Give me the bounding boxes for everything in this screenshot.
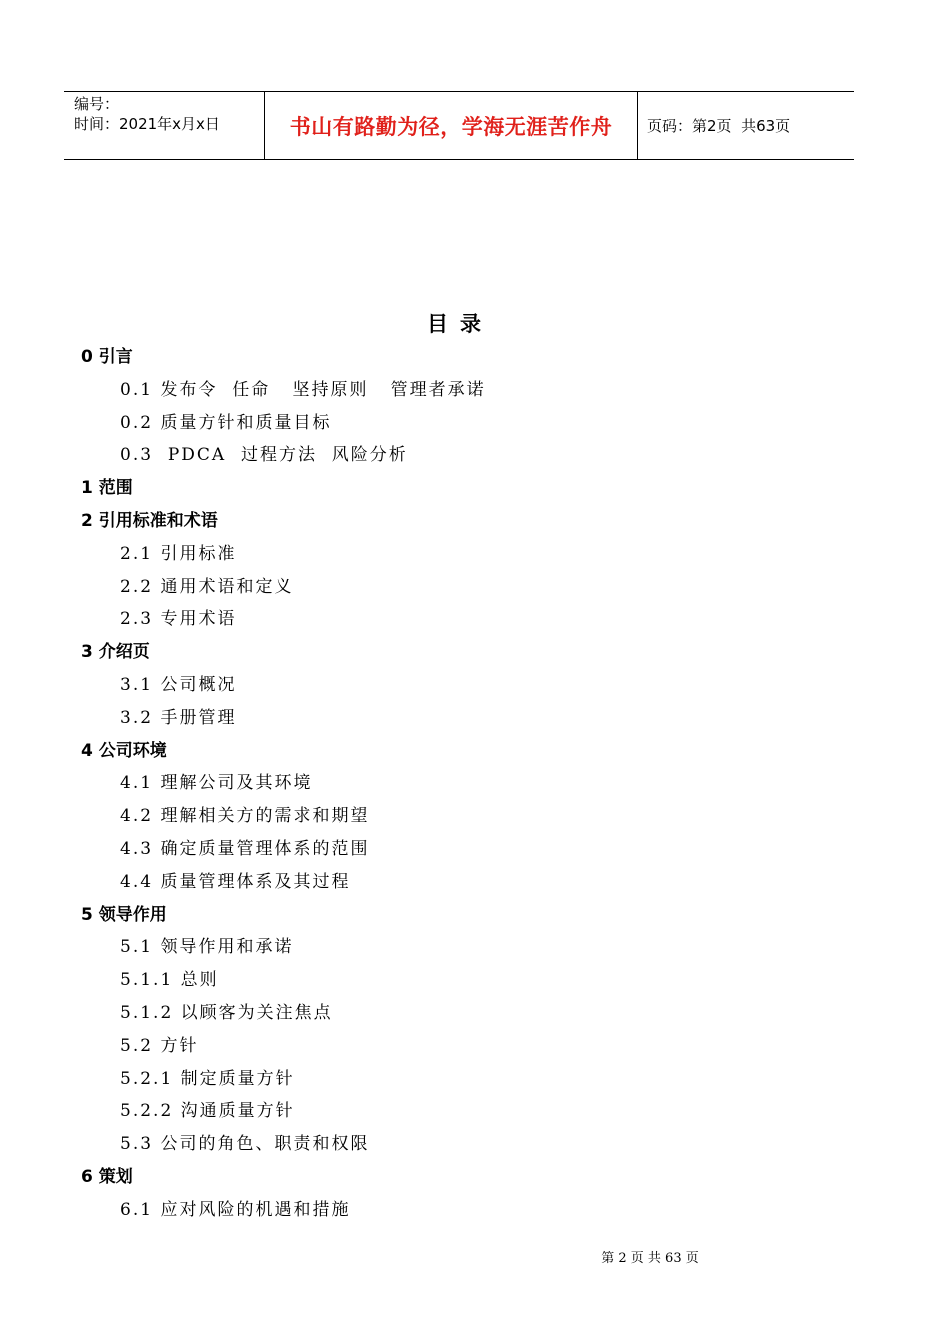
- toc-section-heading: 0 引言: [81, 347, 133, 367]
- toc-subsection-item: 0.1 发布令 任命 坚持原则 管理者承诺: [120, 379, 486, 400]
- toc-subsection-item: 0.3 PDCA 过程方法 风险分析: [120, 445, 408, 466]
- toc-subsection-item: 4.3 确定质量管理体系的范围: [120, 838, 370, 859]
- toc-subsection-item: 5.1.2 以顾客为关注焦点: [120, 1002, 333, 1023]
- toc-subsection-item: 5.1 领导作用和承诺: [120, 937, 294, 958]
- toc-section-heading: 2 引用标准和术语: [81, 510, 218, 531]
- toc-section-heading: 5 领导作用: [81, 904, 167, 925]
- toc-subsection-item: 5.2.1 制定质量方针: [120, 1068, 295, 1089]
- date-label: 时间：2021年x月x日: [74, 115, 220, 133]
- document-header: [64, 91, 854, 160]
- header-page-info: 页码：第2页 共63页: [647, 117, 791, 135]
- toc-subsection-item: 6.1 应对风险的机遇和措施: [120, 1199, 351, 1220]
- header-meta-cell: [64, 92, 265, 159]
- toc-subsection-item: 2.3 专用术语: [120, 609, 237, 630]
- toc-subsection-item: 5.3 公司的角色、职责和权限: [120, 1134, 370, 1155]
- toc-subsection-item: 2.2 通用术语和定义: [120, 576, 294, 597]
- header-motto-cell: [265, 92, 638, 159]
- toc-section-heading: 3 介绍页: [81, 642, 150, 663]
- motto-text: 书山有路勤为径，学海无涯苦作舟: [289, 114, 613, 139]
- toc-subsection-item: 5.2.2 沟通质量方针: [120, 1101, 295, 1122]
- toc-subsection-item: 4.1 理解公司及其环境: [120, 773, 313, 794]
- page-footer: 第 2 页 共 63 页: [601, 1251, 699, 1266]
- toc-subsection-item: 2.1 引用标准: [120, 543, 237, 564]
- toc-section-heading: 4 公司环境: [81, 740, 167, 761]
- toc-subsection-item: 0.2 质量方针和质量目标: [120, 412, 332, 433]
- table-of-contents: [0, 341, 950, 1227]
- toc-title: 目录: [427, 311, 493, 336]
- toc-subsection-item: 3.1 公司概况: [120, 674, 237, 695]
- serial-number-label: 编号：: [74, 95, 120, 113]
- toc-subsection-item: 4.4 质量管理体系及其过程: [120, 871, 351, 892]
- toc-subsection-item: 5.2 方针: [120, 1035, 199, 1056]
- toc-subsection-item: 3.2 手册管理: [120, 707, 237, 728]
- toc-subsection-item: 5.1.1 总则: [120, 970, 219, 991]
- toc-subsection-item: 4.2 理解相关方的需求和期望: [120, 806, 370, 827]
- toc-section-heading: 6 策划: [81, 1166, 133, 1187]
- header-page-cell: [638, 92, 854, 159]
- toc-section-heading: 1 范围: [81, 478, 133, 499]
